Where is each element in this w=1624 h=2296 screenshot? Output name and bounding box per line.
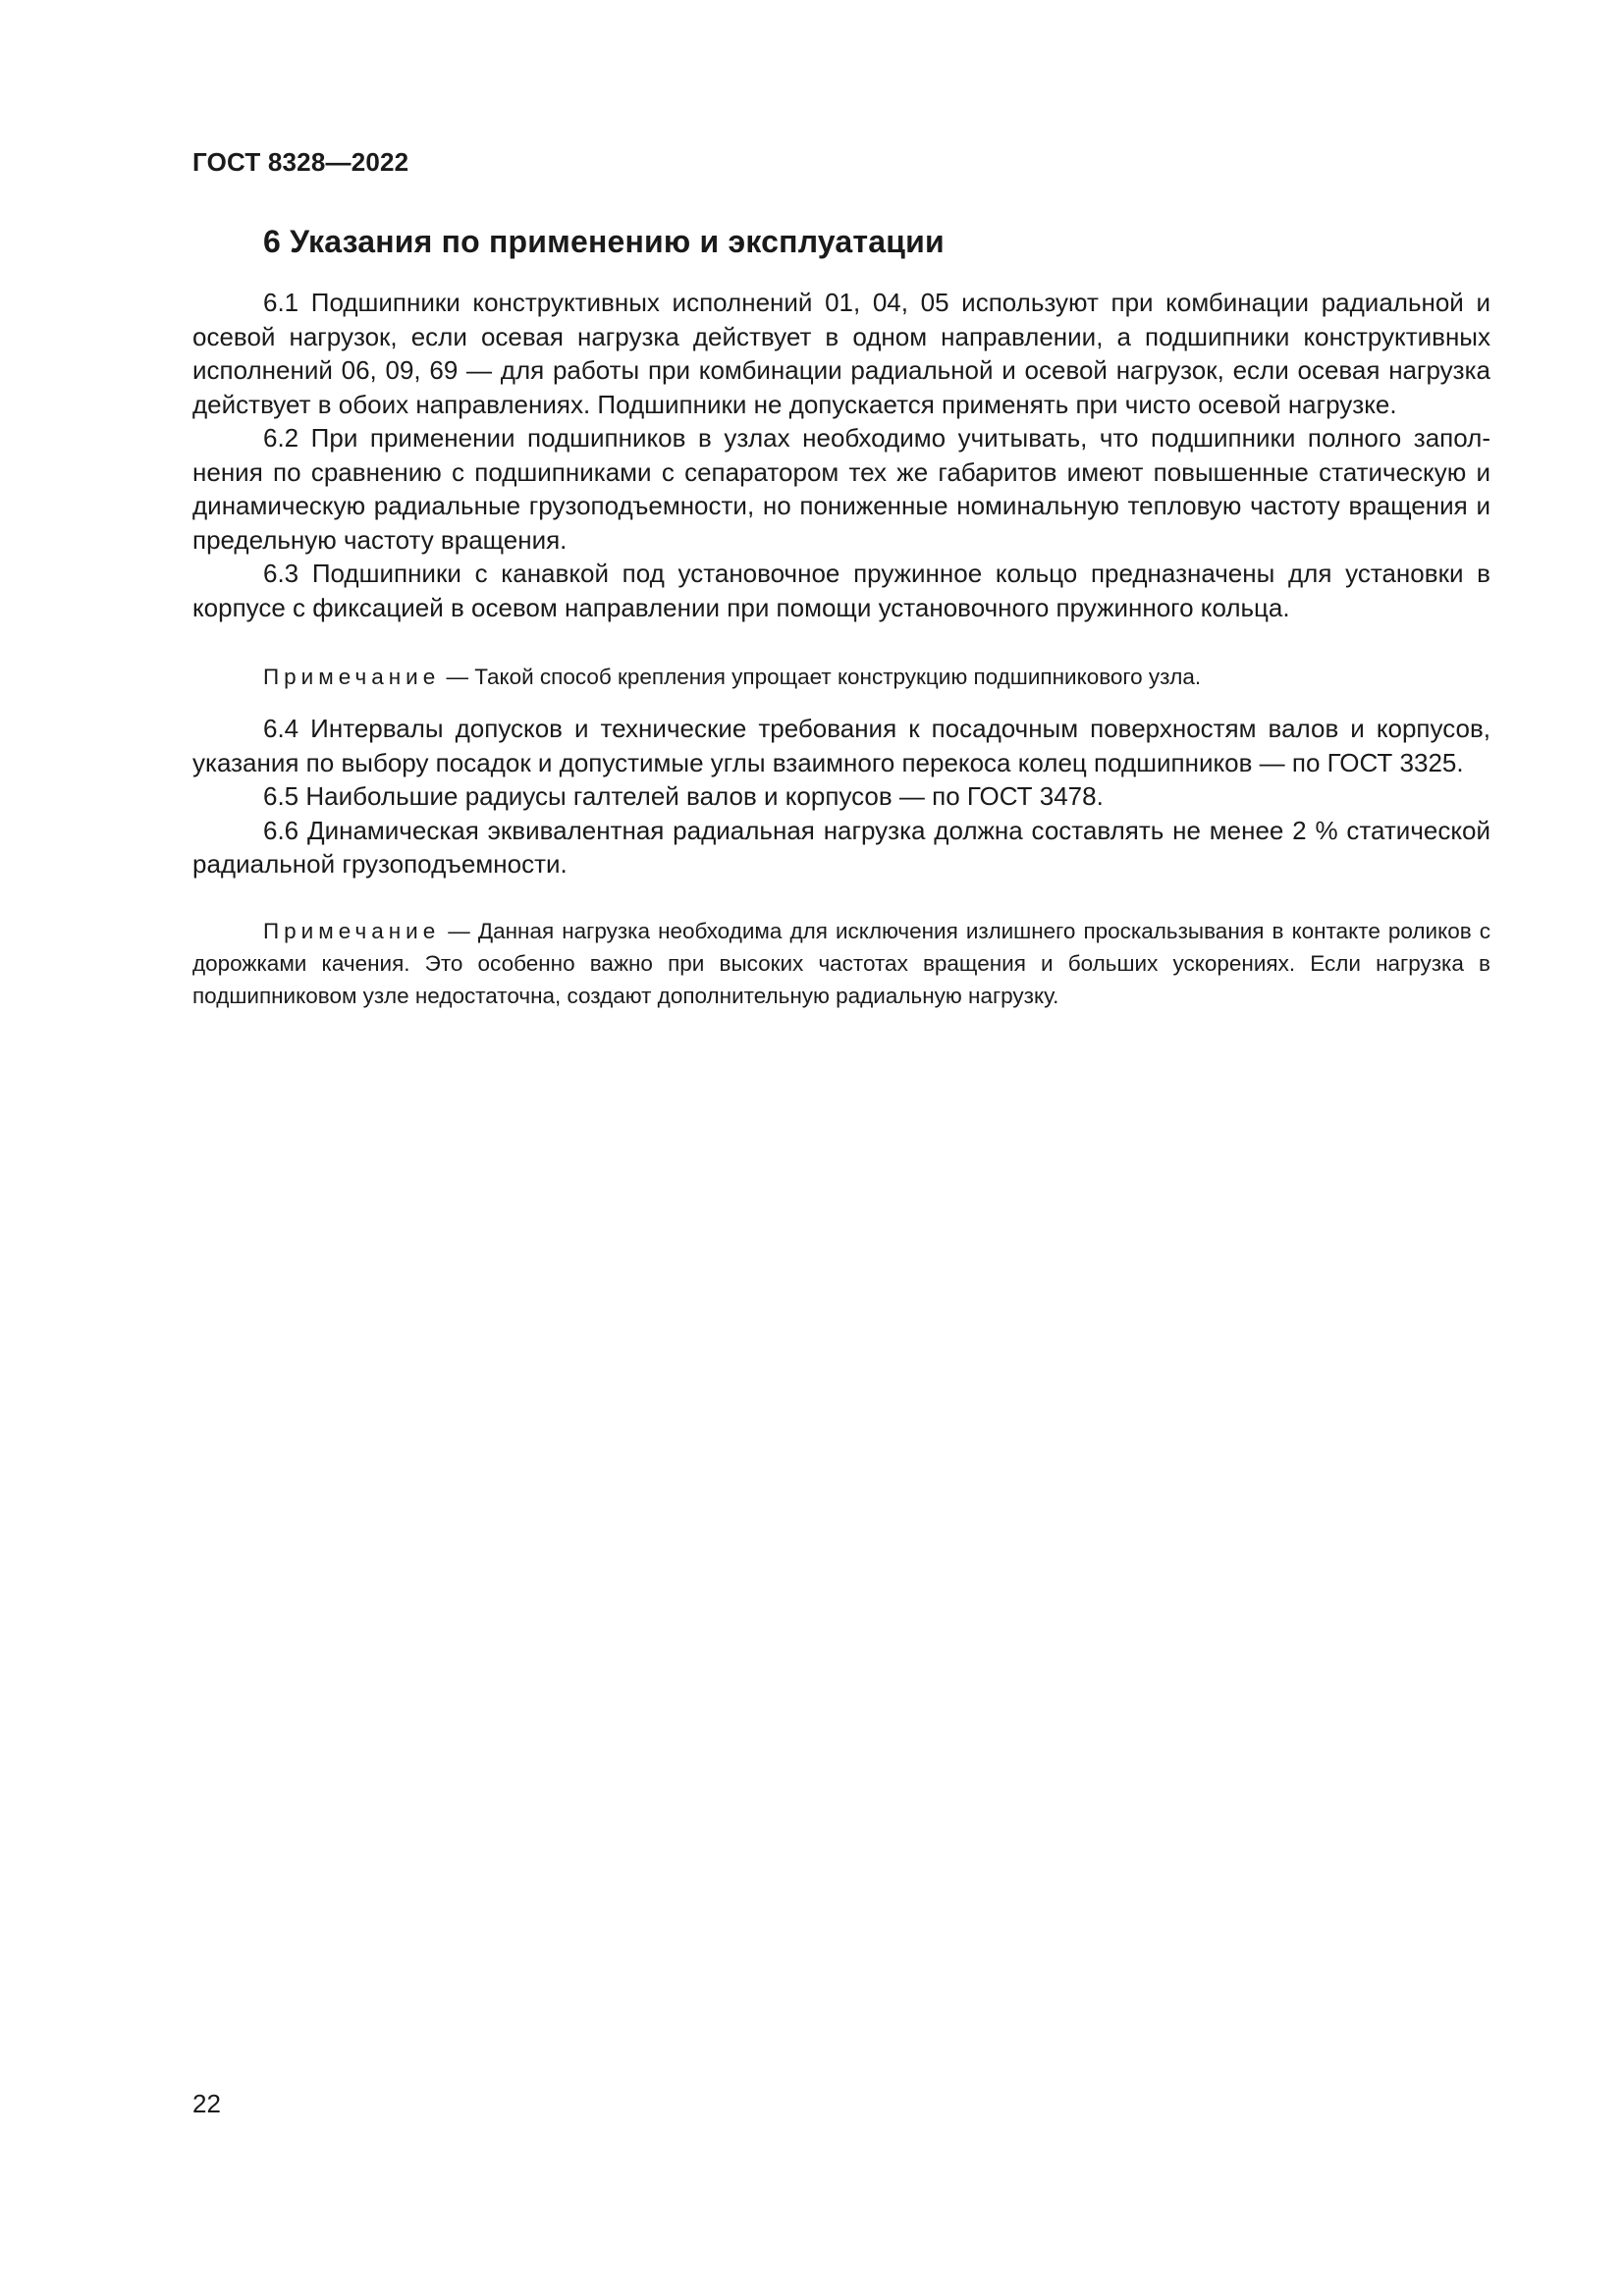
paragraph-6-1: 6.1 Подшипники конструктивных исполнений 01, 04, 05 используют при комбинации радиальной и осевой нагрузок, если осевая нагрузка действует в одном направлении, а подшипники конструктивных исполнений 06, 09, 69 — для работы при комбинации радиальной и осевой нагрузок, если осевая нагрузка действует в обоих направлениях. Подшипники не допускается применять при чисто осевой нагрузке. [192,288,1490,419]
page-number: 22 [192,2089,221,2118]
note-text: — Данная нагрузка необходима для исключения излишнего проскальзывания в контакте роликов с дорожками качения. Это особенно важно при высоких частотах вращения и больших ускорениях. Если нагрузка в подшипниковом узле недостаточна, создают дополнительную радиальную нагрузку. [192,919,1490,1008]
note-1 [192,661,1490,693]
section-body-2 [192,712,1490,881]
paragraph-6-4: 6.4 Интервалы допусков и технические требования к посадочным поверхностям валов и корпусов, указания по выбору посадок и допустимые углы взаимного перекоса колец подшипников — по ГОСТ 3325. [192,714,1490,777]
document-code: ГОСТ 8328—2022 [192,147,409,177]
note-label: Примечание [263,919,441,943]
paragraph-6-3: 6.3 Подшипники с канавкой под установочное пружинное кольцо предназначены для установки в корпусе с фиксацией в осевом направлении при помощи установочного пружинного кольца. [192,559,1490,622]
note-text: — Такой способ крепления упрощает конструкцию подшипникового узла. [440,665,1202,689]
paragraph-6-2: 6.2 При применении подшипников в узлах необходимо учитывать, что подшипники полного заполнения по сравнению с подшипниками с сепаратором тех же габаритов имеют повышенные статическую и динамическую радиальные грузоподъемности, но пониженные номинальную тепловую частоту вращения и предельную частоту вращения. [192,423,1490,555]
note-label: Примечание [263,665,441,689]
section-title: 6 Указания по применению и эксплуатации [263,224,945,259]
paragraph-6-6: 6.6 Динамическая эквивалентная радиальная нагрузка должна составлять не менее 2 % статической радиальной грузоподъемности. [192,815,1490,879]
section-body-1 [192,286,1490,624]
note-2 [192,915,1490,1012]
paragraph-6-5: 6.5 Наибольшие радиусы галтелей валов и корпусов — по ГОСТ 3478. [263,781,1104,811]
